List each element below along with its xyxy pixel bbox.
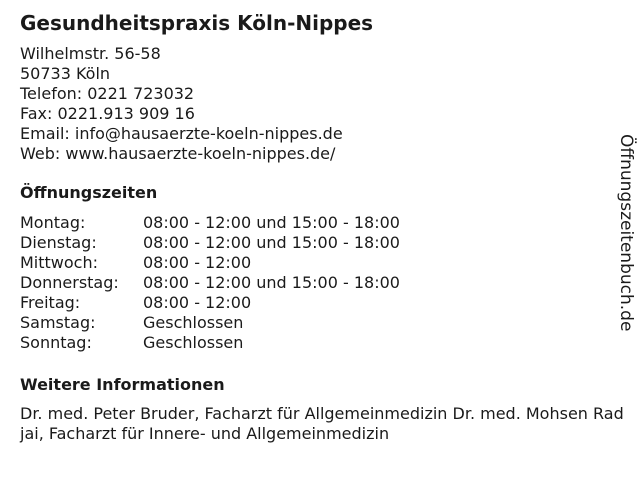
- address-block: [20, 44, 343, 164]
- hours-row-sunday: [20, 333, 400, 353]
- hours-row-monday: [20, 213, 400, 233]
- phone-number: Telefon: 0221 723032: [20, 84, 195, 103]
- time-value: 08:00 - 12:00 und 15:00 - 18:00: [143, 213, 400, 232]
- day-label: Freitag:: [20, 293, 81, 312]
- street-address: Wilhelmstr. 56-58: [20, 44, 161, 63]
- day-label: Montag:: [20, 213, 86, 232]
- email-address: Email: info@hausaerzte-koeln-nippes.de: [20, 124, 343, 143]
- time-value: Geschlossen: [143, 333, 244, 352]
- further-info-heading: Weitere Informationen: [20, 375, 225, 394]
- opening-hours-list: [20, 213, 400, 353]
- day-label: Mittwoch:: [20, 253, 98, 272]
- time-value: 08:00 - 12:00: [143, 253, 252, 272]
- fax-number: Fax: 0221.913 909 16: [20, 104, 195, 123]
- hours-row-wednesday: [20, 253, 400, 273]
- hours-row-tuesday: [20, 233, 400, 253]
- watermark-text: Öffnungszeitenbuch.de: [616, 134, 636, 332]
- time-value: 08:00 - 12:00 und 15:00 - 18:00: [143, 273, 400, 292]
- website-url: Web: www.hausaerzte-koeln-nippes.de/: [20, 144, 336, 163]
- hours-row-thursday: [20, 273, 400, 293]
- time-value: 08:00 - 12:00 und 15:00 - 18:00: [143, 233, 400, 252]
- time-value: Geschlossen: [143, 313, 244, 332]
- day-label: Samstag:: [20, 313, 96, 332]
- opening-hours-heading: Öffnungszeiten: [20, 183, 158, 202]
- day-label: Dienstag:: [20, 233, 97, 252]
- day-label: Sonntag:: [20, 333, 92, 352]
- time-value: 08:00 - 12:00: [143, 293, 252, 312]
- hours-row-saturday: [20, 313, 400, 333]
- day-label: Donnerstag:: [20, 273, 119, 292]
- further-info-text: Dr. med. Peter Bruder, Facharzt für Allgemeinmedizin Dr. med. Mohsen Radjai, Facharzt für Innere- und Allgemeinmedizin: [20, 404, 624, 443]
- page-title: Gesundheitspraxis Köln-Nippes: [20, 11, 374, 35]
- hours-row-friday: [20, 293, 400, 313]
- city-address: 50733 Köln: [20, 64, 111, 83]
